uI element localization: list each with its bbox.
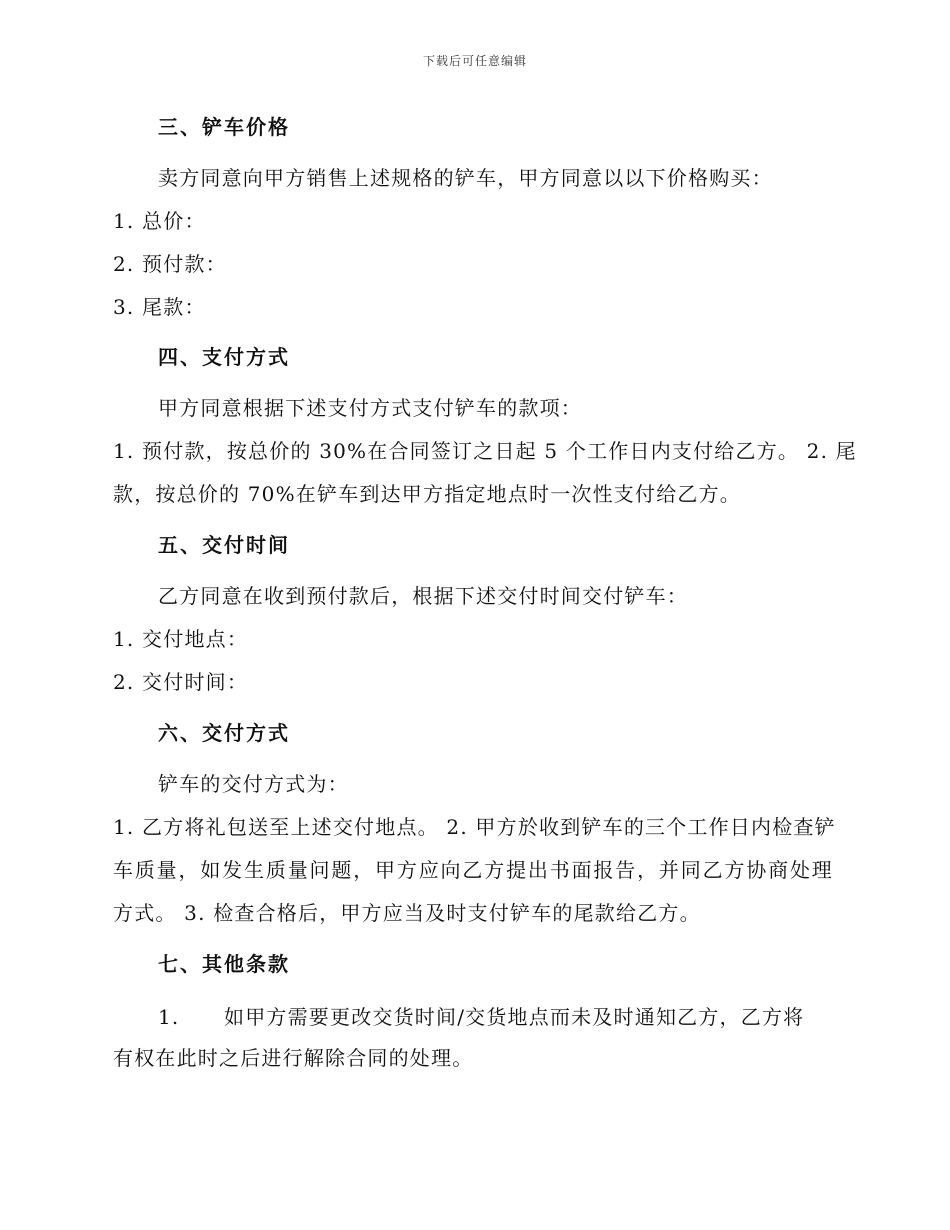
section-3-item-total: 1. 总价： <box>113 209 206 233</box>
section-4-title: 四、支付方式 <box>158 345 290 369</box>
section-4-paragraph-line-1: 1. 预付款，按总价的 30%在合同签订之日起 5 个工作日内支付给乙方。 2. 尾 <box>113 439 857 463</box>
section-6-paragraph-line-1: 1. 乙方将礼包送至上述交付地点。 2. 甲方於收到铲车的三个工作日内检查铲 <box>113 815 836 839</box>
section-4-intro: 甲方同意根据下述支付方式支付铲车的款项： <box>158 396 582 420</box>
section-6-paragraph-line-2: 车质量，如发生质量问题，甲方应向乙方提出书面报告，并同乙方协商处理 <box>113 858 833 882</box>
section-3-intro: 卖方同意向甲方销售上述规格的铲车，甲方同意以以下价格购买： <box>158 166 773 190</box>
section-6-intro: 铲车的交付方式为： <box>158 772 349 796</box>
section-6-title: 六、交付方式 <box>158 721 290 745</box>
section-5-intro: 乙方同意在收到预付款后，根据下述交付时间交付铲车： <box>158 584 688 608</box>
section-7-title: 七、其他条款 <box>158 952 290 976</box>
section-3-title: 三、铲车价格 <box>158 115 290 139</box>
section-5-item-location: 1. 交付地点： <box>113 627 249 651</box>
page-header: 下载后可任意编辑 <box>422 54 527 68</box>
section-5-title: 五、交付时间 <box>158 533 290 557</box>
section-7-item-1-text: 如甲方需要更改交货时间/交货地点而未及时通知乙方，乙方将 <box>224 1005 805 1029</box>
section-3-item-balance: 3. 尾款： <box>113 295 206 319</box>
section-5-item-time: 2. 交付时间： <box>113 670 249 694</box>
section-6-paragraph-line-3: 方式。 3. 检查合格后，甲方应当及时支付铲车的尾款给乙方。 <box>113 901 701 925</box>
section-7-item-1-number: 1. <box>158 1005 180 1029</box>
section-7-item-1-line-2: 有权在此时之后进行解除合同的处理。 <box>113 1046 474 1070</box>
section-3-item-prepay: 2. 预付款： <box>113 252 227 276</box>
section-7-item-1-line-1 <box>158 1003 833 1031</box>
section-4-paragraph-line-2: 款，按总价的 70%在铲车到达甲方指定地点时一次性支付给乙方。 <box>113 482 742 506</box>
